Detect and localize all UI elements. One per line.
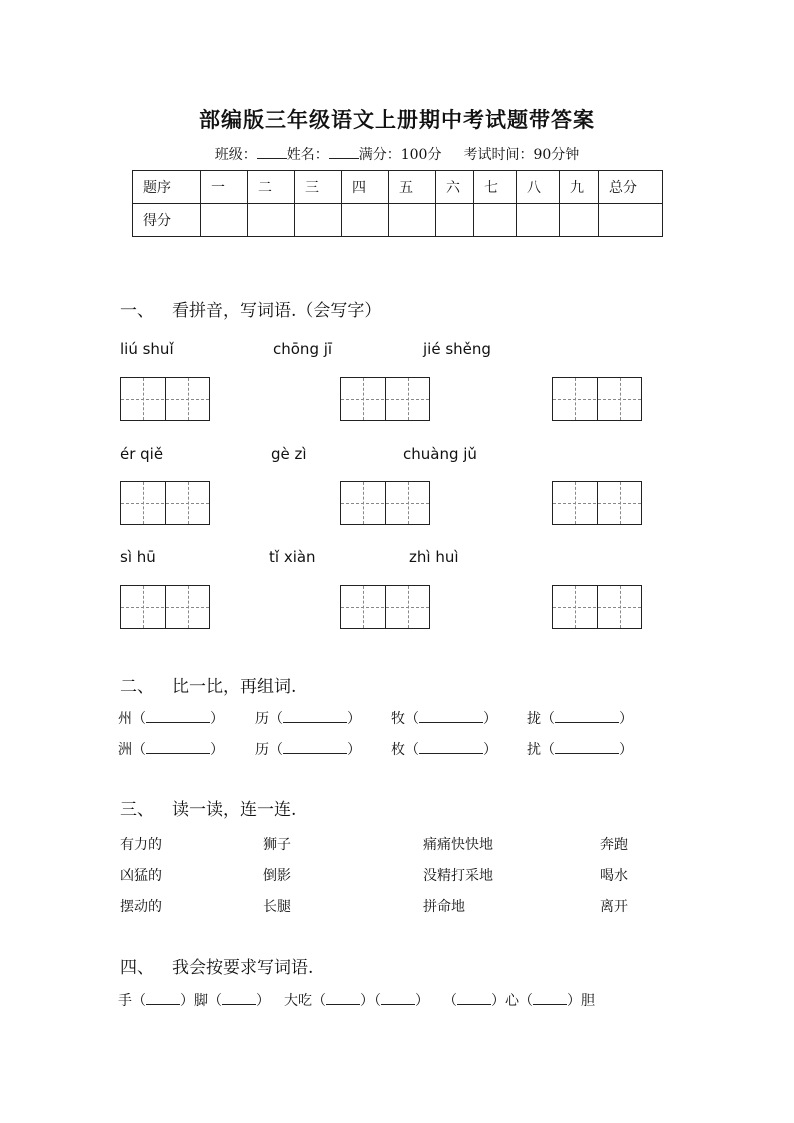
writing-grid[interactable] (120, 377, 210, 421)
word-group: 历（ ） (255, 742, 361, 758)
table-cell: 九 (560, 171, 599, 204)
score-cell[interactable] (342, 204, 389, 237)
match-item[interactable]: 离开 (600, 899, 628, 915)
table-cell: 三 (295, 171, 342, 204)
table-cell: 六 (436, 171, 474, 204)
word-group: 州（ ） (118, 711, 224, 727)
answer-blank[interactable] (457, 992, 491, 1005)
match-item[interactable]: 有力的 (120, 837, 162, 853)
writing-grid[interactable] (552, 481, 642, 525)
writing-grid[interactable] (340, 585, 430, 629)
pinyin: chuàng jǔ (403, 445, 477, 463)
pinyin: jié shěng (423, 340, 491, 358)
answer-blank[interactable] (222, 992, 256, 1005)
score-cell[interactable] (517, 204, 560, 237)
answer-blank[interactable] (381, 992, 415, 1005)
answer-blank[interactable] (283, 741, 347, 754)
score-cell[interactable] (599, 204, 663, 237)
table-cell: 七 (474, 171, 517, 204)
match-item[interactable]: 狮子 (263, 837, 291, 853)
score-table (132, 170, 663, 237)
table-cell: 题序 (133, 171, 201, 204)
pinyin: gè zì (271, 445, 307, 463)
match-item[interactable]: 摆动的 (120, 899, 162, 915)
match-item[interactable]: 奔跑 (600, 837, 628, 853)
score-table-header-row (133, 171, 663, 204)
answer-blank[interactable] (555, 741, 619, 754)
score-cell[interactable] (560, 204, 599, 237)
word-group: 牧（ ） (391, 711, 497, 727)
answer-blank[interactable] (326, 992, 360, 1005)
section-title: 我会按要求写词语. (172, 958, 314, 978)
pinyin: liú shuǐ (120, 340, 174, 358)
pinyin: sì hū (120, 548, 156, 566)
name-label: 姓名： (286, 147, 329, 163)
table-cell: 总分 (599, 171, 663, 204)
score-cell[interactable] (436, 204, 474, 237)
writing-grid[interactable] (340, 377, 430, 421)
match-item[interactable]: 拼命地 (423, 899, 465, 915)
section-title: 比一比，再组词. (172, 677, 297, 697)
writing-grid[interactable] (552, 377, 642, 421)
class-label: 班级： (214, 147, 257, 163)
writing-grid[interactable] (340, 481, 430, 525)
answer-blank[interactable] (146, 710, 210, 723)
pinyin: chōng jī (273, 340, 333, 358)
writing-grid[interactable] (552, 585, 642, 629)
exam-time: 考试时间：90分钟 (463, 147, 580, 163)
match-item[interactable]: 长腿 (263, 899, 291, 915)
answer-blank[interactable] (555, 710, 619, 723)
pinyin: zhì huì (409, 548, 459, 566)
section-title: 读一读，连一连. (172, 800, 297, 820)
answer-blank[interactable] (146, 992, 180, 1005)
page-title: 部编版三年级语文上册期中考试题带答案 (199, 107, 595, 132)
exam-info (0, 144, 794, 164)
match-item[interactable]: 凶猛的 (120, 868, 162, 884)
match-item[interactable]: 痛痛快快地 (423, 837, 493, 853)
table-cell: 四 (342, 171, 389, 204)
table-cell: 五 (389, 171, 436, 204)
section-title: 看拼音，写词语.（会写字） (172, 301, 382, 321)
table-cell: 八 (517, 171, 560, 204)
section-number: 一、 (120, 301, 154, 321)
section-number: 三、 (120, 800, 154, 820)
word-group: 洲（ ） (118, 742, 224, 758)
answer-blank[interactable] (283, 710, 347, 723)
section-4-heading (120, 953, 313, 978)
section-number: 二、 (120, 677, 154, 697)
table-cell: 一 (201, 171, 248, 204)
section-3-heading (120, 795, 296, 820)
score-cell[interactable] (248, 204, 295, 237)
table-cell: 二 (248, 171, 295, 204)
score-cell[interactable] (389, 204, 436, 237)
writing-grid[interactable] (120, 585, 210, 629)
word-group: 枚（ ） (391, 742, 497, 758)
score-table-score-row (133, 204, 663, 237)
writing-grid[interactable] (120, 481, 210, 525)
pinyin: ér qiě (120, 445, 164, 463)
answer-blank[interactable] (419, 710, 483, 723)
table-cell: 得分 (133, 204, 201, 237)
word-group: 拢（ ） (527, 711, 633, 727)
score-cell[interactable] (201, 204, 248, 237)
answer-blank[interactable] (419, 741, 483, 754)
answer-blank[interactable] (533, 992, 567, 1005)
score-cell[interactable] (295, 204, 342, 237)
match-item[interactable]: 喝水 (600, 868, 628, 884)
section-1-heading (120, 296, 381, 321)
class-blank[interactable] (257, 146, 287, 159)
word-group: 扰（ ） (527, 742, 633, 758)
match-item[interactable]: 没精打采地 (423, 868, 493, 884)
section-2-heading (120, 672, 296, 697)
full-score: 满分：100分 (358, 147, 442, 163)
section-number: 四、 (120, 958, 154, 978)
score-cell[interactable] (474, 204, 517, 237)
idiom-fill-line: 手（ ）脚（ ） 大吃（ ）（ ） （ ）心（ ）胆 (118, 993, 595, 1009)
pinyin: tǐ xiàn (269, 548, 316, 566)
answer-blank[interactable] (146, 741, 210, 754)
name-blank[interactable] (329, 146, 359, 159)
word-group: 历（ ） (255, 711, 361, 727)
match-item[interactable]: 倒影 (263, 868, 291, 884)
